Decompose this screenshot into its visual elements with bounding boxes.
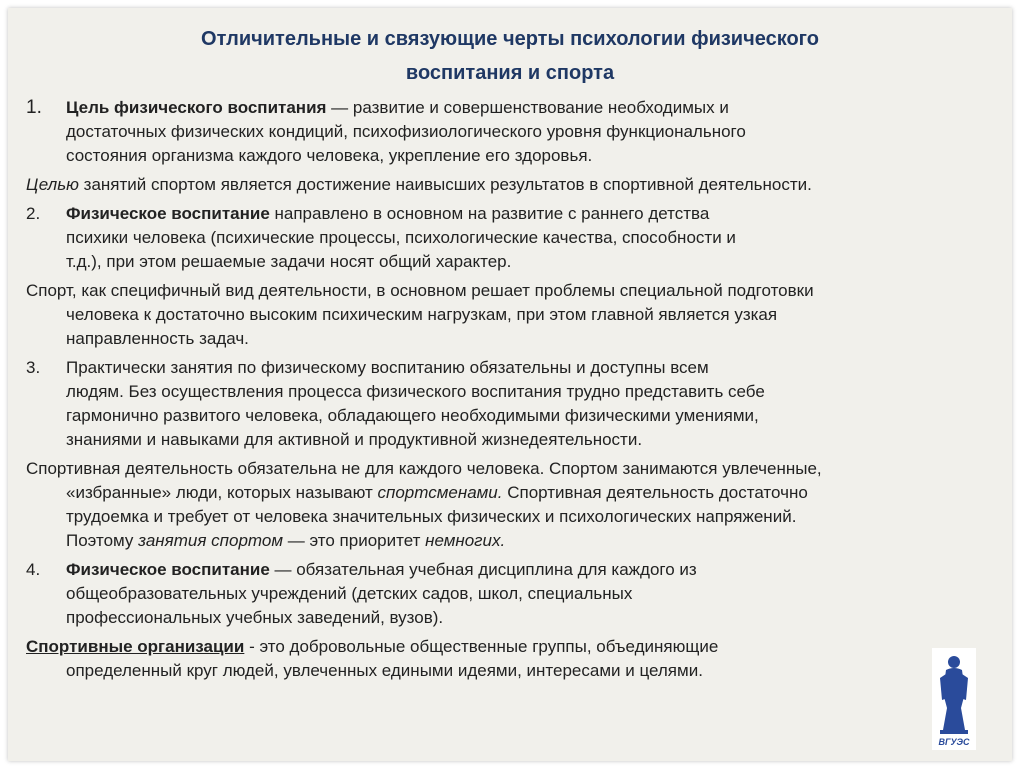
paragraph-3 (26, 457, 1016, 553)
para-text: занятий спортом является достижение наивысших результатов в спортивной деятельности. (78, 175, 812, 194)
para-italic: немногих. (425, 531, 506, 550)
para-italic: занятия спортом (138, 531, 284, 550)
list-item-3 (26, 356, 1016, 452)
para-text: Спортивная деятельность обязательна не для каждого человека. Спортом занимаются увлеченные, (26, 459, 822, 478)
slide-title (8, 22, 1012, 90)
para-bold-underlined: Спортивные организации (26, 637, 245, 656)
para-text: Спортивная деятельность достаточно (502, 483, 808, 502)
slide (8, 8, 1012, 761)
item-text: — обязательная учебная дисциплина для каждого из (269, 560, 697, 579)
para-italic: спортсменами. (377, 483, 503, 502)
list-item-1 (26, 96, 1016, 168)
para-italic: Целью (26, 175, 79, 194)
item-text: гармонично развитого человека, обладающего необходимыми физическими умениями, (66, 406, 759, 425)
item-bold: Физическое воспитание (66, 560, 270, 579)
para-text: Поэтому (66, 531, 139, 550)
item-number: 4. (26, 560, 41, 579)
item-number: 3. (26, 358, 41, 377)
para-text: направленность задач. (66, 329, 249, 348)
svg-text:ВГУЭС: ВГУЭС (938, 737, 970, 747)
item-bold: Цель физического воспитания (66, 98, 327, 117)
para-text: человека к достаточно высоким психическим нагрузкам, при этом главной является узкая (66, 305, 778, 324)
item-text: достаточных физических кондиций, психофизиологического уровня функционального (66, 122, 746, 141)
item-text: общеобразовательных учреждений (детских садов, школ, специальных (66, 584, 633, 603)
item-text: профессиональных учебных заведений, вузов). (66, 608, 444, 627)
item-text: знаниями и навыками для активной и продуктивной жизнедеятельности. (66, 430, 643, 449)
item-bold: Физическое воспитание (66, 204, 270, 223)
para-text: — это приоритет (283, 531, 426, 550)
para-text: - это добровольные общественные группы, объединяющие (244, 637, 719, 656)
paragraph-2 (26, 279, 1016, 351)
list-item-4 (26, 558, 1016, 630)
title-line-1: Отличительные и связующие черты психологии физического (201, 28, 819, 50)
paragraph-1 (26, 173, 1016, 197)
para-text: трудоемка и требует от человека значительных физических и психологических напряжений. (66, 507, 797, 526)
item-text: психики человека (психические процессы, психологические качества, способности и (66, 228, 736, 247)
item-text: людям. Без осуществления процесса физического воспитания трудно представить себе (66, 382, 765, 401)
item-number: 2. (26, 204, 41, 223)
slide-body (26, 96, 1016, 688)
para-text: определенный круг людей, увлеченных едиными идеями, интересами и целями. (66, 661, 703, 680)
para-text: «избранные» люди, которых называют (66, 483, 378, 502)
title-line-2: воспитания и спорта (405, 62, 615, 84)
para-text: Спорт, как специфичный вид деятельности, в основном решает проблемы специальной подготовки (26, 281, 814, 300)
item-text: т.д.), при этом решаемые задачи носят общий характер. (66, 252, 512, 271)
item-number: 1. (26, 97, 42, 118)
item-text: Практически занятия по физическому воспитанию обязательны и доступны всем (66, 358, 709, 377)
item-text: состояния организма каждого человека, укрепление его здоровья. (66, 146, 593, 165)
item-text: — развитие и совершенствование необходимых и (326, 98, 729, 117)
university-logo (932, 648, 976, 750)
paragraph-4 (26, 635, 1016, 683)
item-text: направлено в основном на развитие с раннего детства (269, 204, 710, 223)
list-item-2 (26, 202, 1016, 274)
